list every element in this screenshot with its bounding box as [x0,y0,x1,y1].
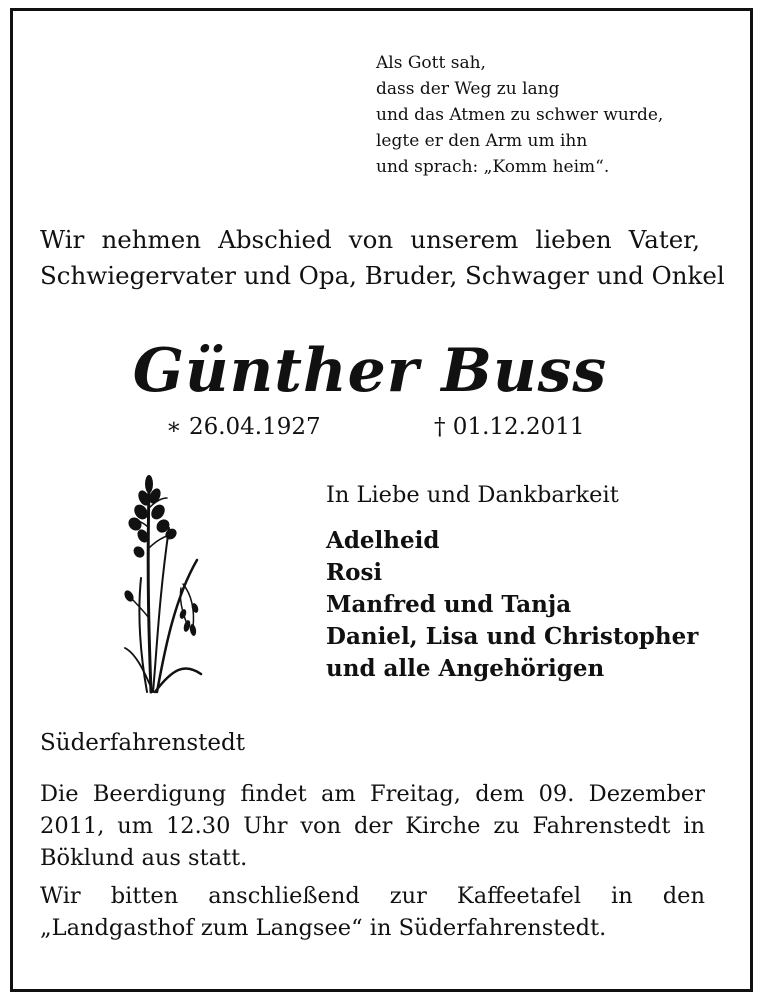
poem-line: legte er den Arm um ihn [376,131,588,151]
deceased-name: Günther Buss [132,336,608,406]
poem-line: und das Atmen zu schwer wurde, [376,105,664,125]
reception-line: Wir bitten anschließend zur Kaffeetafel in den [40,883,705,909]
mourner-name: Daniel, Lisa und Christopher [326,623,699,650]
intro-line: Wir nehmen Abschied von unserem lieben Vater, [40,225,700,254]
grass-illustration-icon [113,468,215,696]
thanks-line: In Liebe und Dankbarkeit [326,482,619,508]
poem-line: Als Gott sah, [376,53,486,73]
mourners-list [326,525,698,685]
funeral-line: Die Beerdigung findet am Freitag, dem 09. Dezember [40,781,705,807]
poem-line: und sprach: „Komm heim“. [376,157,610,177]
mourner-name: Manfred und Tanja [326,591,572,618]
reception-notice [40,880,705,944]
birth-date: ∗ 26.04.1927 [166,414,321,440]
mourner-name: Rosi [326,559,383,586]
place-name: Süderfahrenstedt [40,730,245,756]
funeral-line: 2011, um 12.30 Uhr von der Kirche zu Fahrenstedt in [40,813,705,839]
farewell-intro [40,222,725,294]
death-date: † 01.12.2011 [434,414,585,440]
funeral-notice [40,778,705,874]
reception-line: „Landgasthof zum Langsee“ in Süderfahrenstedt. [40,915,607,941]
funeral-line: Böklund aus statt. [40,845,248,871]
mourner-name: Adelheid [326,527,440,554]
intro-line: Schwiegervater und Opa, Bruder, Schwager und Onkel [40,261,725,290]
mourner-name: und alle Angehörigen [326,655,605,682]
poem-line: dass der Weg zu lang [376,79,560,99]
poem [376,50,716,180]
